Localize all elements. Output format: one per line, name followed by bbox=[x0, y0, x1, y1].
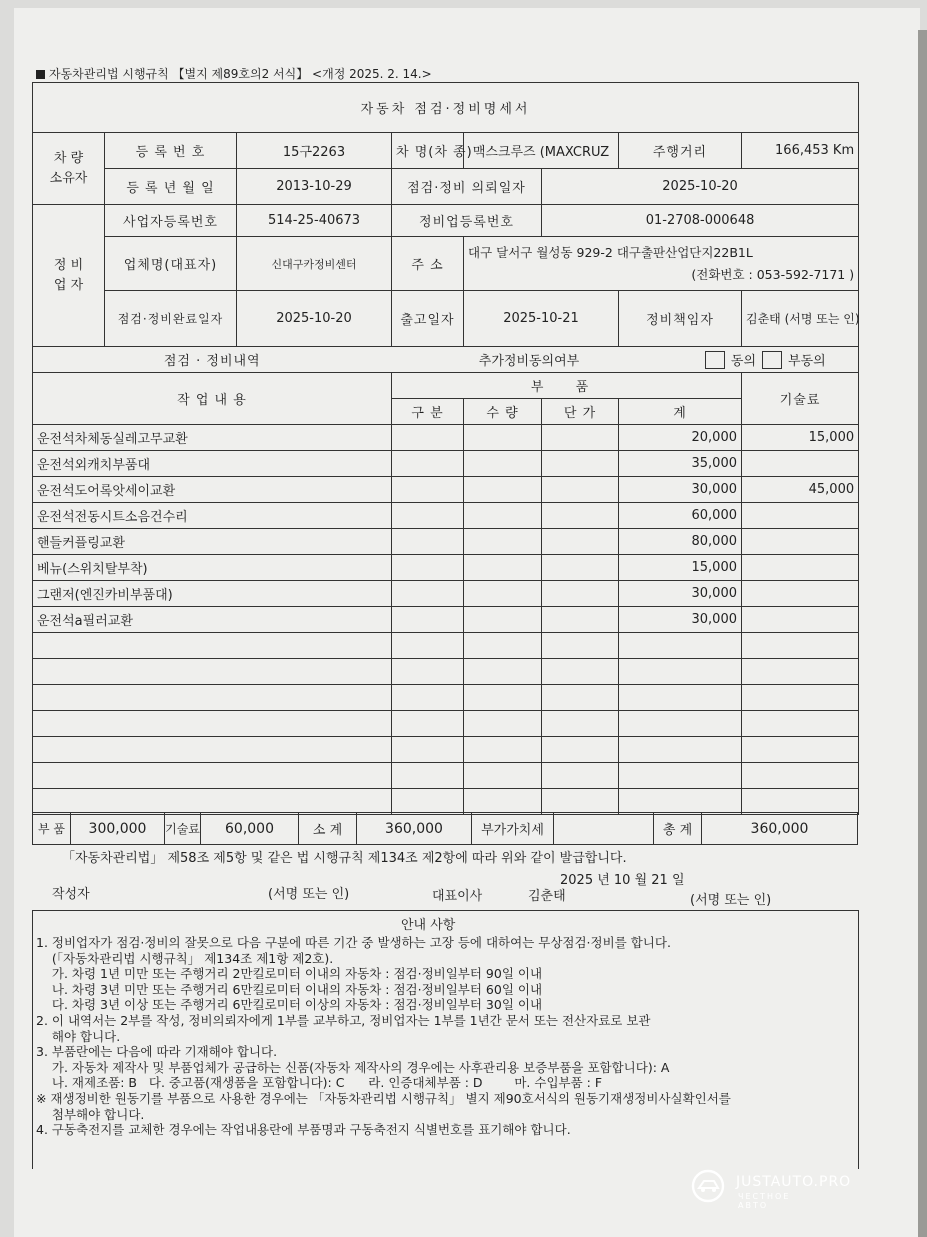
table-row bbox=[33, 529, 859, 555]
shop-reg-value: 01-2708-000648 bbox=[542, 205, 859, 237]
work-header: 작 업 내 용 bbox=[33, 373, 392, 425]
watermark-brand: JUSTAUTO.PRO bbox=[736, 1174, 852, 1190]
work-item: 핸들커플링교환 bbox=[33, 529, 392, 555]
complete-date-label: 점검·정비완료일자 bbox=[105, 291, 237, 347]
col-quantity: 수 량 bbox=[464, 399, 542, 425]
request-date-label: 점검·정비 의뢰일자 bbox=[392, 169, 542, 205]
disagree-label: 부동의 bbox=[788, 354, 826, 369]
rep-label: 대표이사 bbox=[432, 889, 483, 904]
reg-no-label: 등 록 번 호 bbox=[105, 133, 237, 169]
subtotal-value: 360,000 bbox=[357, 813, 472, 845]
empty-row bbox=[33, 633, 859, 659]
labor-amount bbox=[742, 503, 859, 529]
agree-checkbox bbox=[705, 351, 725, 369]
work-item: 운전석차체동실레고무교환 bbox=[33, 425, 392, 451]
work-item: 베뉴(스위치탈부착) bbox=[33, 555, 392, 581]
legal-statement: 「자동차관리법」 제58조 제5항 및 같은 법 시행규칙 제134조 제2항에 따라 위와 같이 발급합니다. bbox=[62, 851, 627, 866]
consent-options bbox=[667, 347, 859, 373]
address-value: 대구 달서구 월성동 929-2 대구출판산업단지22B1L bbox=[468, 245, 753, 261]
parts-amount: 30,000 bbox=[619, 607, 742, 633]
table-row bbox=[33, 451, 859, 477]
col-category: 구 분 bbox=[392, 399, 464, 425]
table-row bbox=[33, 607, 859, 633]
parts-amount: 15,000 bbox=[619, 555, 742, 581]
notice-title: 안내 사항 bbox=[401, 918, 456, 933]
work-item: 운전석외캐치부품대 bbox=[33, 451, 392, 477]
owner-section-label: 차 량 소유자 bbox=[33, 133, 105, 205]
labor-amount bbox=[742, 555, 859, 581]
labor-amount bbox=[742, 451, 859, 477]
col-unit-price: 단 가 bbox=[542, 399, 619, 425]
sum-labor-value: 60,000 bbox=[201, 813, 299, 845]
empty-row bbox=[33, 789, 859, 815]
form-reference bbox=[36, 68, 432, 80]
empty-row bbox=[33, 685, 859, 711]
form-reference-text: 자동차관리법 시행규칙 【별지 제89호의2 서식】 <개정 2025. 2. 14.> bbox=[49, 67, 432, 81]
table-row bbox=[33, 503, 859, 529]
parts-header: 부 품 bbox=[392, 373, 742, 399]
notice-line: 3. 부품란에는 다음에 따라 기재해야 합니다. bbox=[36, 1044, 278, 1060]
subtotal-label: 소 계 bbox=[299, 813, 357, 845]
summary-table bbox=[32, 812, 858, 845]
notice-line: 첨부해야 합니다. bbox=[36, 1106, 145, 1122]
labor-amount bbox=[742, 529, 859, 555]
shop-section-label: 정 비 업 자 bbox=[33, 205, 105, 347]
work-item: 그랜저(엔진카비부품대) bbox=[33, 581, 392, 607]
empty-row bbox=[33, 711, 859, 737]
details-label: 점검 · 정비내역 bbox=[33, 347, 392, 373]
parts-amount: 30,000 bbox=[619, 581, 742, 607]
rep-sign: (서명 또는 인) bbox=[690, 893, 772, 908]
notice-line: 2. 이 내역서는 2부를 작성, 정비의뢰자에게 1부를 교부하고, 정비업자는 1부를 1년간 문서 또는 전산자료로 보관 bbox=[36, 1012, 651, 1028]
car-badge-icon bbox=[690, 1168, 726, 1204]
parts-amount: 35,000 bbox=[619, 451, 742, 477]
address-cell bbox=[464, 237, 859, 291]
labor-amount bbox=[742, 581, 859, 607]
release-date-value: 2025-10-21 bbox=[464, 291, 619, 347]
watermark-tagline: ЧЕСТНОЕ АВТО bbox=[738, 1192, 791, 1210]
shop-name-label: 업체명(대표자) bbox=[105, 237, 237, 291]
notice-line: ※ 재생정비한 원동기를 부품으로 사용한 경우에는 「자동차관리법 시행규칙」 별지 제90호서식의 원동기재생정비사실확인서를 bbox=[36, 1090, 731, 1106]
model-value: 맥스크루즈 (MAXCRUZ bbox=[464, 133, 619, 169]
labor-amount bbox=[742, 607, 859, 633]
notice-line: 가. 자동차 제작사 및 부품업체가 공급하는 신품(자동차 제작사의 경우에는 사후관리용 보증부품을 포함합니다): A bbox=[36, 1059, 670, 1075]
empty-row bbox=[33, 659, 859, 685]
author-label: 작성자 bbox=[52, 887, 90, 902]
release-date-label: 출고일자 bbox=[392, 291, 464, 347]
labor-header: 기술료 bbox=[742, 373, 859, 425]
manager-label: 정비책임자 bbox=[619, 291, 742, 347]
biz-no-value: 514-25-40673 bbox=[237, 205, 392, 237]
biz-no-label: 사업자등록번호 bbox=[105, 205, 237, 237]
issue-date: 2025 년 10 월 21 일 bbox=[560, 873, 685, 888]
work-item: 운전석a필러교환 bbox=[33, 607, 392, 633]
sum-labor-label: 기술료 bbox=[165, 813, 201, 845]
labor-amount: 45,000 bbox=[742, 477, 859, 503]
shop-name-value: 신대구카정비센터 bbox=[237, 237, 392, 291]
complete-date-value: 2025-10-20 bbox=[237, 291, 392, 347]
empty-row bbox=[33, 737, 859, 763]
manager-value: 김춘태 (서명 또는 인) bbox=[742, 291, 859, 347]
table-row bbox=[33, 581, 859, 607]
mileage-label: 주행거리 bbox=[619, 133, 742, 169]
mileage-value: 166,453 Km bbox=[742, 133, 859, 169]
desk-edge bbox=[918, 30, 927, 1237]
notice-line: 1. 정비업자가 점검·정비의 잘못으로 다음 구분에 따른 기간 중 발생하는 고장 등에 대하여는 무상점검·정비를 합니다. bbox=[36, 935, 671, 950]
notice-line: 나. 재제조품: B 다. 중고품(재생품을 포함합니다): C 라. 인증대체부품 : D 마. 수입부품 : F bbox=[36, 1075, 603, 1091]
shop-reg-label: 정비업등록번호 bbox=[392, 205, 542, 237]
sum-parts-value: 300,000 bbox=[71, 813, 165, 845]
reg-date-label: 등 록 년 월 일 bbox=[105, 169, 237, 205]
notice-line: 다. 차령 3년 이상 또는 주행거리 6만킬로미터 이상의 자동차 : 점검·정비일부터 30일 이내 bbox=[36, 997, 543, 1013]
agree-label: 동의 bbox=[730, 354, 757, 369]
parts-amount: 80,000 bbox=[619, 529, 742, 555]
address-label: 주 소 bbox=[392, 237, 464, 291]
table-row bbox=[33, 477, 859, 503]
notice-line: (「자동차관리법 시행규칙」 제134조 제1항 제2호). bbox=[36, 950, 334, 966]
total-value: 360,000 bbox=[702, 813, 858, 845]
work-item: 운전석전동시트소음건수리 bbox=[33, 503, 392, 529]
notice-line: 나. 차령 3년 미만 또는 주행거리 6만킬로미터 이내의 자동차 : 점검·정비일부터 60일 이내 bbox=[36, 981, 543, 997]
parts-amount: 30,000 bbox=[619, 477, 742, 503]
request-date-value: 2025-10-20 bbox=[542, 169, 859, 205]
model-label: 차 명(차 종) bbox=[392, 133, 464, 169]
notice-line: 4. 구동축전지를 교체한 경우에는 작업내용란에 부품명과 구동축전지 식별번호를 표기해야 합니다. bbox=[36, 1122, 571, 1138]
vat-value bbox=[554, 813, 654, 845]
table-row bbox=[33, 425, 859, 451]
table-row bbox=[33, 555, 859, 581]
parts-amount: 20,000 bbox=[619, 425, 742, 451]
col-amount: 계 bbox=[619, 399, 742, 425]
empty-row bbox=[33, 763, 859, 789]
rep-name: 김춘태 bbox=[528, 889, 566, 904]
work-item: 운전석도어록앗세이교환 bbox=[33, 477, 392, 503]
author-sign: (서명 또는 인) bbox=[268, 887, 350, 902]
notice-line: 가. 차령 1년 미만 또는 주행거리 2만킬로미터 이내의 자동차 : 점검·정비일부터 90일 이내 bbox=[36, 966, 543, 982]
notice-line: 해야 합니다. bbox=[36, 1028, 121, 1044]
reg-no-value: 15구2263 bbox=[237, 133, 392, 169]
reg-date-value: 2013-10-29 bbox=[237, 169, 392, 205]
inspection-form-table bbox=[32, 82, 859, 815]
square-bullet-icon bbox=[36, 70, 45, 79]
notice-lines bbox=[36, 935, 836, 1138]
total-label: 총 계 bbox=[654, 813, 702, 845]
form-title: 자동차 점검·정비명세서 bbox=[33, 83, 859, 133]
sum-parts-label: 부 품 bbox=[33, 813, 71, 845]
labor-amount: 15,000 bbox=[742, 425, 859, 451]
disagree-checkbox bbox=[762, 351, 782, 369]
phone-value: (전화번호 : 053-592-7171 ) bbox=[691, 266, 855, 282]
vat-label: 부가가치세 bbox=[472, 813, 554, 845]
consent-label: 추가정비동의여부 bbox=[392, 347, 667, 373]
parts-amount: 60,000 bbox=[619, 503, 742, 529]
